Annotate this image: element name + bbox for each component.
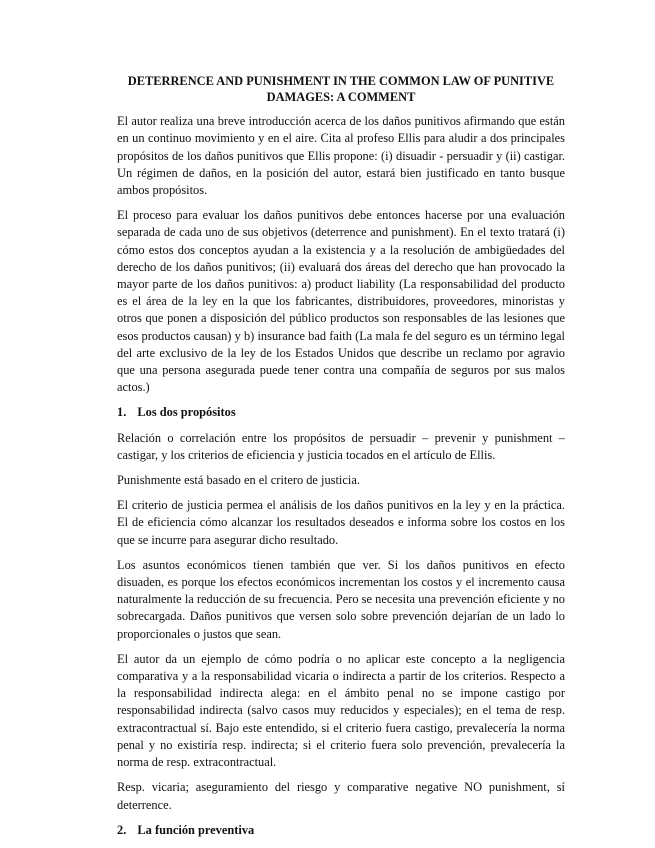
section-heading-2: [117, 822, 565, 839]
section-number-1: 1.: [117, 405, 127, 420]
paragraph-economics: Los asuntos económicos tienen también que ver. Si los daños punitivos en efecto disuaden, es porque los efectos económicos incrementan los costos y el incremento causa naturalmente la reducción de su frecuencia. Pero se necesita una prevención eficiente y no sobrecargada. Daños punitivos que versen solo sobre prevención dejarían de un lado lo proporcionales o justos que sean.: [117, 557, 565, 641]
paragraph-example: El autor da un ejemplo de cómo podría o no aplicar este concepto a la negligencia comparativa y a la responsabilidad vicaria o indirecta a partir de los criterios. Respecto a la responsabilidad indirecta alega: en el ámbito penal no se impone castigo por responsabilidad indirecta (salvo casos muy reducidos y especiales); en el tema de resp. extracontractual sí. Bajo este entendido, si el criterio fuera castigo, prevalecería la norma penal y no existiría resp. indirecta; si el criterio fuera solo prevención, prevalecería la norma de resp. extracontractual.: [117, 651, 565, 770]
document-title: DETERRENCE AND PUNISHMENT IN THE COMMON LAW OF PUNITIVE DAMAGES: A COMMENT: [127, 74, 555, 104]
paragraph-process: El proceso para evaluar los daños punitivos debe entonces hacerse por una evaluación separada de cada uno de sus objetivos (deterrence and punishment). En el texto tratará (i) cómo estos dos conceptos ayudan a la existencia y a la resolución de ambigüedades del derecho de los daños punitivos; (ii) evaluará dos áreas del derecho que han provocado la mayor parte de los daños punitivos: a) product liability (La responsabilidad del producto es el área de la ley en la que los fabricantes, distribuidores, proveedores, minoristas y otros que ponen a disposición del público productos son responsables de las lesiones que esos productos causan) y b) insurance bad faith (La mala fe del seguro es un término legal del arte exclusivo de la ley de los Estados Unidos que describe un reclamo por agravio que una persona asegurada puede tener contra una compañía de seguros por sus malos actos.): [117, 208, 565, 395]
paragraph-intro: El autor realiza una breve introducción acerca de los daños punitivos afirmando que están en un continuo movimiento y en el aire. Cita al profeso Ellis para aludir a dos principales propósitos de los daños punitivos que Ellis propone: (i) disuadir - persuadir y (ii) castigar. Un régimen de daños, en la posición del autor, estará bien justificado en tanto busque ambos propósitos.: [117, 114, 565, 197]
section-title-1: Los dos propósitos: [137, 405, 236, 420]
paragraph-justice: El criterio de justicia permea el análisis de los daños punitivos en la ley y en la práctica. El de eficiencia cómo alcanzar los resultados deseados e informa sobre los costos en los que se incurre para asegurar dicho resultado.: [117, 498, 565, 547]
paragraph-punishment: Punishmente está basado en el critero de justicia.: [117, 473, 360, 488]
section-number-2: 2.: [117, 822, 127, 837]
section-heading-1: [117, 404, 565, 421]
paragraph-relation: Relación o correlación entre los propósitos de persuadir – prevenir y punishment – castigar, y los criterios de eficiencia y justicia tocados en el artículo de Ellis.: [117, 430, 565, 462]
section-title-2: La función preventiva: [137, 822, 255, 837]
paragraph-vicarious: Resp. vicaria; aseguramiento del riesgo y comparative negative NO punishment, sí deterrence.: [117, 780, 565, 812]
document-body: [117, 74, 565, 847]
